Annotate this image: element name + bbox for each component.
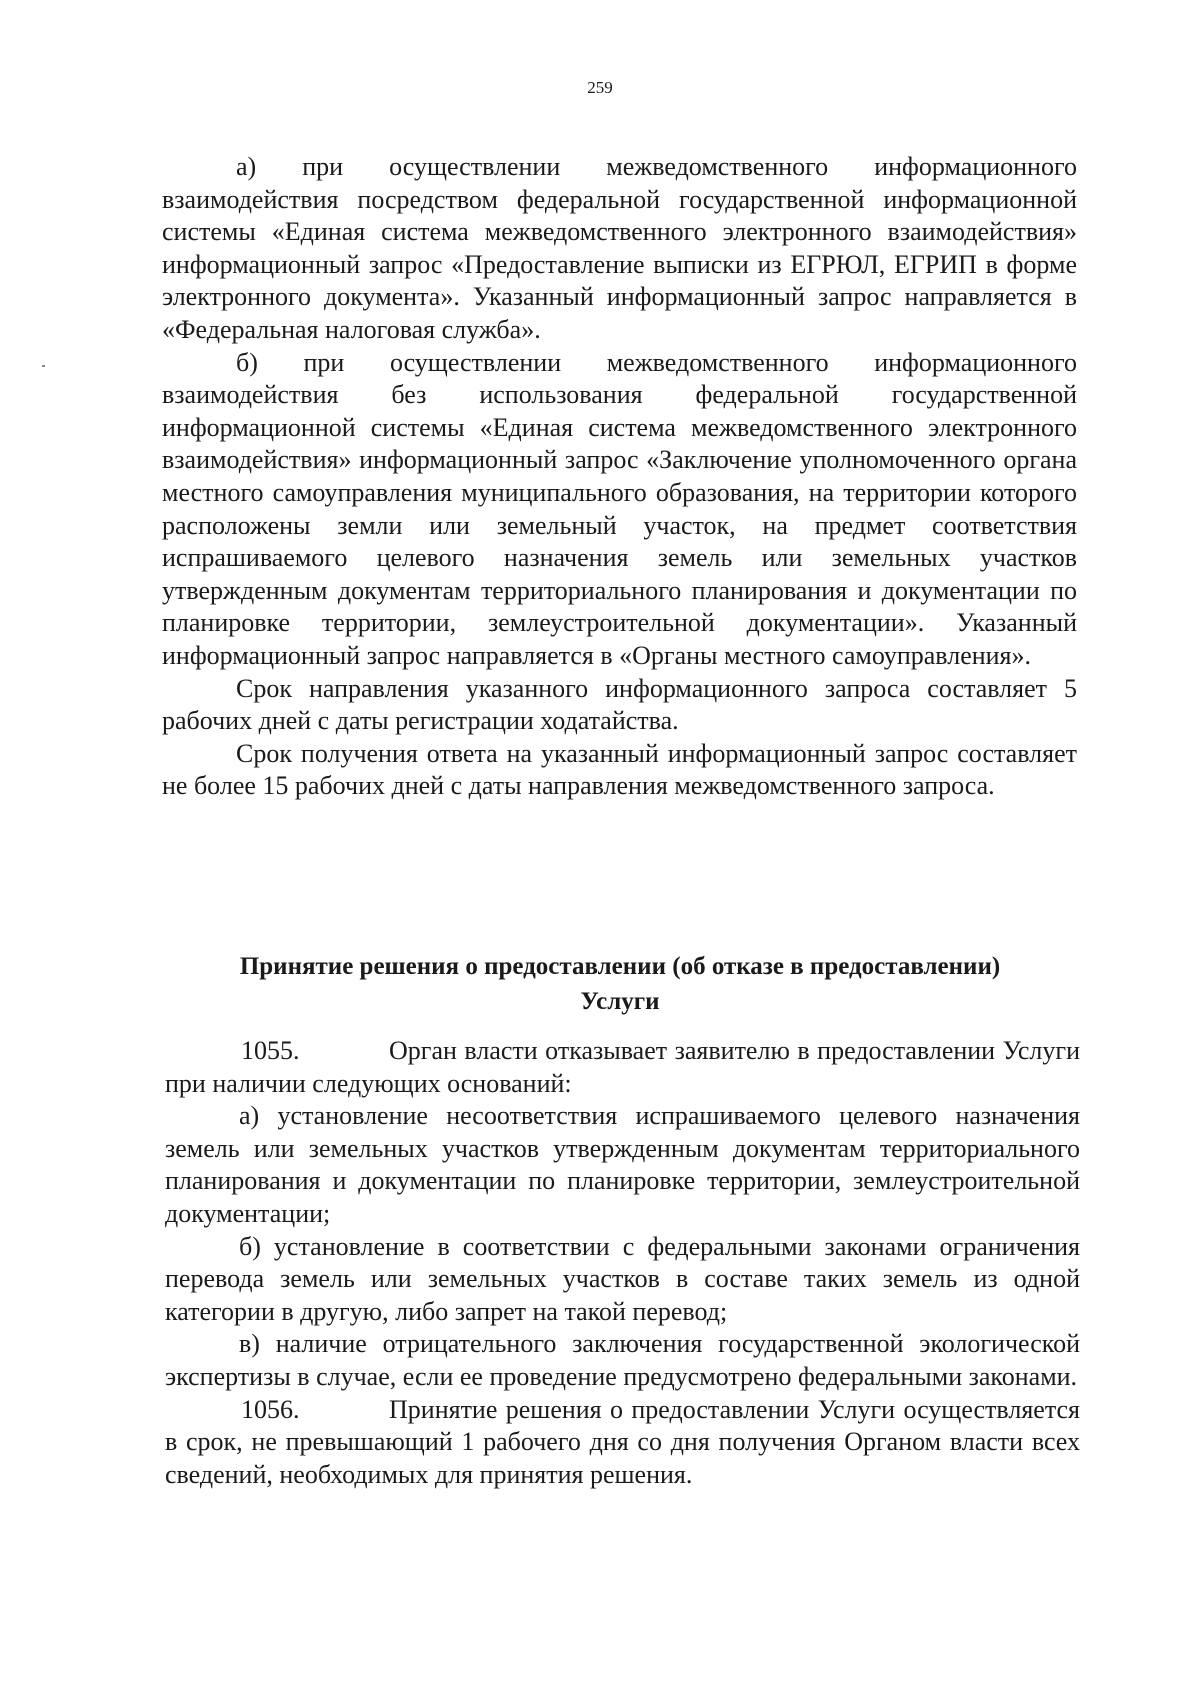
- item-1055-number: 1055.: [241, 1036, 300, 1065]
- refusal-ground-c: в) наличие отрицательного заключения государственной экологической экспертизы в случае, если ее проведение предусмотрено федеральными законами.: [165, 1329, 1080, 1391]
- refusal-ground-a: а) установление несоответствия испрашиваемого целевого назначения земель или земельных участков утвержденным документам территориального планирования и документации по планировке территории, землеустроительной документации;: [165, 1101, 1080, 1228]
- item-1056: [165, 1394, 1080, 1492]
- item-1056-text: Принятие решения о предоставлении Услуги осуществляется в срок, не превышающий 1 рабочего дня со дня получения Органом власти всех сведений, необходимых для принятия решения.: [165, 1394, 1080, 1489]
- request-paragraphs: [162, 151, 1077, 803]
- section-heading-line2: Услуги: [580, 988, 660, 1015]
- paragraph-response-deadline: Срок получения ответа на указанный информационный запрос составляет не более 15 рабочих дней с даты направления межведомственного запроса.: [162, 738, 1077, 801]
- page-number: 259: [587, 78, 613, 97]
- section-heading-line1: Принятие решения о предоставлении (об отказе в предоставлении): [239, 953, 1001, 980]
- refusal-ground-b: б) установление в соответствии с федеральными законами ограничения перевода земель или земельных участков в составе таких земель из одной категории в другую, либо запрет на такой перевод;: [165, 1231, 1080, 1326]
- item-1056-number: 1056.: [241, 1394, 300, 1424]
- item-1055-text: Орган власти отказывает заявителю в предоставлении Услуги при наличии следующих оснований:: [165, 1036, 1080, 1098]
- paragraph-request-deadline: Срок направления указанного информационного запроса составляет 5 рабочих дней с даты регистрации ходатайства.: [162, 673, 1077, 736]
- margin-mark: [42, 365, 45, 367]
- section-heading: [150, 949, 1090, 1019]
- item-1055: [165, 1035, 1080, 1100]
- decision-paragraphs: [165, 1035, 1080, 1491]
- paragraph-request-a: а) при осуществлении межведомственного информационного взаимодействия посредством федеральной государственной информационной системы «Единая система межведомственного электронного взаимодействия» информационный запрос «Предоставление выписки из ЕГРЮЛ, ЕГРИП в форме электронного документа». Указанный информационный запрос направляется в «Федеральная налоговая служба».: [162, 152, 1077, 344]
- paragraph-request-b: б) при осуществлении межведомственного информационного взаимодействия без использования федеральной государственной информационной системы «Единая система межведомственного электронного взаимодействия» информационный запрос «Заключение уполномоченного органа местного самоуправления муниципального образования, на территории которого расположены земли или земельный участок, на предмет соответствия испрашиваемого целевого назначения земель или земельных участков утвержденным документам территориального планирования и документации по планировке территории, землеустроительной документации». Указанный информационный запрос направляется в «Органы местного самоуправления».: [162, 347, 1077, 670]
